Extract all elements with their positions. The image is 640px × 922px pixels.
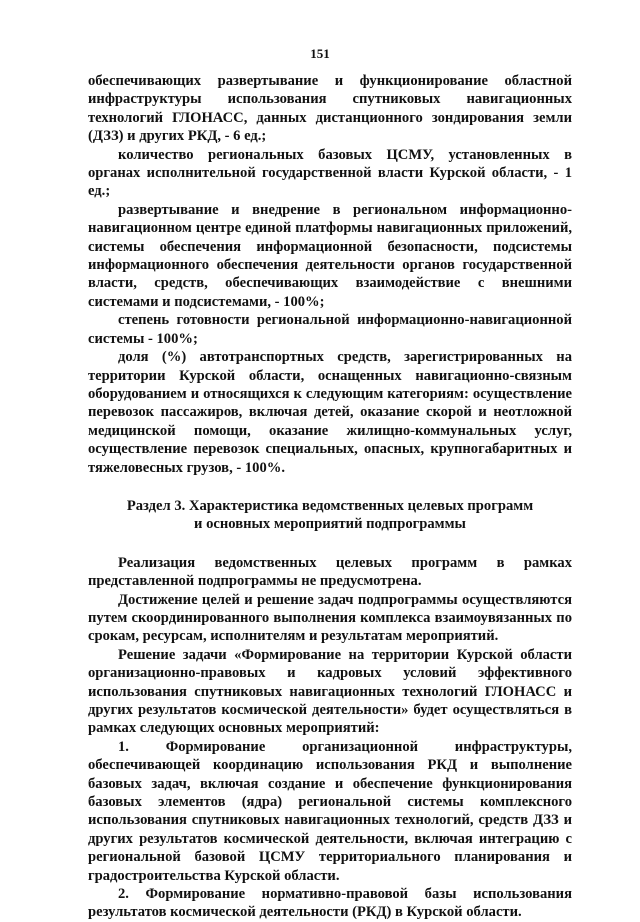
paragraph-platform-deployment: развертывание и внедрение в региональном информационно-навигационном центре единой платформы навигационных приложений, системы обеспечения информационной безопасности, подсистемы информационного обеспечения деятельности органов государственной власти, средств, обеспечивающих взаимодействие с внешними системами и подсистемами, - 100%;: [88, 201, 572, 310]
section-heading-line2: и основных мероприятий подпрограммы: [194, 516, 466, 533]
paragraph-vehicle-share: доля (%) автотранспортных средств, зарегистрированных на территории Курской области, оснащенных навигационно-связным оборудованием и относящихся к следующим категориям: осуществление перевозок пассажиров, включая детей, оказание скорой и неотложной медицинской помощи, оказание жилищно-коммунальных услуг, осуществление перевозок специальных, опасных, крупногабаритных и тяжеловесных грузов, - 100%.: [88, 349, 572, 476]
paragraph-measure-1: 1. Формирование организационной инфраструктуры, обеспечивающей координацию использования РКД и выполнение базовых задач, включая создание и обеспечение функционирования базовых элементов (ядра) региональной системы комплексного использования спутниковых навигационных технологий, средств ДЗЗ и других результатов космической деятельности, включая интеграцию с региональной базовой ЦСМУ территориального планирования и градостроительства Курской области.: [88, 738, 572, 884]
paragraph-cmsu-count: количество региональных базовых ЦСМУ, установленных в органах исполнительной государственной власти Курской области, - 1 ед.;: [88, 146, 572, 200]
page-content: [88, 72, 572, 922]
paragraph-task-solution: Решение задачи «Формирование на территории Курской области организационно-правовых и кадровых условий эффективного использования спутниковых навигационных технологий ГЛОНАСС и других результатов космической деятельности» будет осуществляться в рамках следующих основных мероприятий:: [88, 646, 572, 737]
spacer: [88, 477, 572, 497]
paragraph-system-readiness: степень готовности региональной информационно-навигационной системы - 100%;: [88, 312, 572, 347]
paragraph-continuation: обеспечивающих развертывание и функционирование областной инфраструктуры использования спутниковых навигационных технологий ГЛОНАСС, данных дистанционного зондирования земли (ДЗЗ) и других РКД, - 6 ед.;: [88, 73, 572, 145]
spacer: [88, 534, 572, 554]
page-number: 151: [310, 46, 330, 61]
paragraph-goals-achievement: Достижение целей и решение задач подпрограммы осуществляются путем скоординированного выполнения комплекса взаимоувязанных по срокам, ресурсам, исполнителям и результатам мероприятий.: [88, 591, 572, 645]
paragraph-measure-2: 2. Формирование нормативно-правовой базы использования результатов космической деятельности (РКД) в Курской области.: [88, 886, 572, 921]
paragraph-programs-not-planned: Реализация ведомственных целевых программ в рамках представленной подпрограммы не предусмотрена.: [88, 554, 572, 590]
section-heading-line1: Раздел 3. Характеристика ведомственных целевых программ: [126, 497, 534, 514]
